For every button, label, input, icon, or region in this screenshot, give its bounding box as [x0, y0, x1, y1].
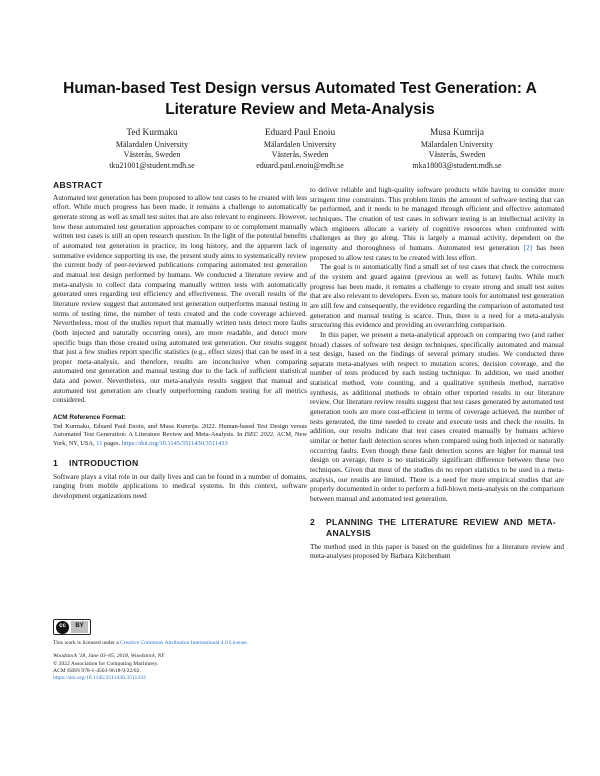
author-affiliation: Mälardalen University — [263, 139, 337, 149]
isbn-line: ACM ISBN 978-1-4503-9618-9/22/02. — [53, 667, 141, 674]
author-block-2 — [210, 127, 390, 172]
reference-citation: Ted Kurmaku, Eduard Paul Enoiu, and Musa Kumrija. 2022. Human-based Test Design versus Automated Test Generation: A Literature Review and Meta-Analysis. In — [53, 422, 307, 439]
author-affiliation: Mälardalen University — [115, 139, 189, 149]
author-location: Västerås, Sweden — [271, 150, 329, 160]
intro-p1-text: to deliver reliable and high-quality software products while having to consider more stringent time constraints. This problem limits the amount of software testing that can be performed, and it needs to be managed through efficient and effective automated techniques. The creation of test cases in software testing is an intellectual activity in which engineers allocate a variety of cognitive resources when confronted with challenges as they go along. This is largely a manual activity, dependent on the ingenuity and thoroughness of humans. Automated test generation — [310, 186, 564, 252]
conference-line: Woodstock '18, June 03–05, 2018, Woodstock, NY — [53, 653, 165, 660]
author-email[interactable]: eduard.paul.enoiu@mdh.se — [256, 161, 344, 171]
abstract-text: Automated test generation has been proposed to allow test cases to be created with less effort. While much progress has been made, it remains a challenge to automatically generate strong as well as small test suites that are also relevant to engineers. However, how these automated test generation approaches compare to or complement manually written test cases is still an open research question. In the light of the potential benefits of automated test generation in practice, its long history, and the apparent lack of summative evidence supporting its use, the present study aims to systematically review the current body of peer-reviewed publications comparing automated test generation and manual test design performed by humans. We conducted a literature review and meta-analysis to collect data comparing manually written tests with automatically generated ones regarding test efficiency and effectiveness. The overall results of the literature review suggest that automated test generation outperforms manual testing in terms of testing time, the number of tests created and the code coverage achieved. Nevertheless, most of the studies report that manually written tests detect more faults (both injected and naturally occurring ones), are more readable, and detect more specific bugs than those created using automated test generation. Our results suggest that just a few studies report specific statistics (e.g., effect sizes) that can be used in a proper meta-analysis, and therefore, results are inconclusive when comparing automated test generation and manual testing due to the lack of sufficient statistical data and power. Nevertheless, our meta-analysis results suggest that manual and automated test generation are clearly outperforming random testing for all metrics considered. — [53, 193, 307, 405]
author-email[interactable]: mka18003@student.mdh.se — [412, 161, 502, 171]
introduction-text-left: Software plays a vital role in our daily lives and can be found in a number of domains, ranging from mobile applications to medical systems. In this context, software development organizations need — [53, 472, 307, 500]
introduction-paragraph-3: In this paper, we present a meta-analytical approach on comparing two (and rather broad) classes of software test design techniques, specifically automated and manual test design, based on the findings of several primary studies. We conducted three separate meta-analyses with respect to mutation scores, decision coverage, and the number of tests produced by each testing technique. In addition, we used another statistical method, vote counting, and a qualitative synthesis method, narrative synthesis, as additional methods to obtain other reported results in our literature review. Our literature review results suggest that test cases generated by automated test generation tools are more cost-efficient in terms of coverage achieved, the number of tests generated, the time needed to create and execute tests and check the results. In addition, our results indicate that test cases created manually by humans achieve similar or better fault detection scores when compared using both injected or naturally occurring faults. Even though these fault detection scores are higher for manual test design on average, there is no statistically significant difference between these two techniques. Given that most of the studies do no report statistics to be used in a meta-analysis, our results are limited. There is a need for more empirical studies that are properly documented in order to perform a full-blown meta-analysis on the comparison between manual and automated test generation. — [310, 330, 564, 503]
license-link[interactable]: Creative Commons Attribution International 4.0 License. — [120, 640, 248, 646]
planning-text: The method used in this paper is based on the guidelines for a literature review and meta-analyses proposed by Barbara Kitchenham — [310, 542, 564, 561]
section-number: 2 — [310, 516, 316, 527]
reference-pages-link[interactable]: 11 — [96, 439, 103, 447]
introduction-paragraph-1 — [310, 186, 564, 263]
section-number: 1 — [53, 457, 59, 468]
reference-publisher: . ACM, New York, NY, USA, — [53, 431, 307, 447]
section-title: PLANNING THE LITERATURE REVIEW AND META-ANALYSIS — [326, 516, 556, 538]
cc-icon: cc — [56, 621, 69, 634]
introduction-heading — [53, 458, 307, 469]
author-email[interactable]: tku21001@student.mdh.se — [109, 161, 195, 171]
citation-link[interactable]: [2] — [523, 243, 533, 252]
copyright-line: © 2022 Association for Computing Machinery. — [53, 660, 159, 667]
author-name: Musa Kumrija — [430, 128, 484, 138]
left-column — [53, 181, 307, 502]
author-name: Eduard Paul Enoiu — [264, 128, 336, 138]
reference-format-text — [53, 423, 307, 449]
publication-info — [53, 653, 307, 682]
introduction-paragraph-2: The goal is to automatically find a small set of test cases that check the correctness of the system and guard against (previous as well as future) faults. While much progress has been made, it remains a challenge to create strong and small test suites that are also relevant to developers. Even so, mature tools for automated test generation are still few and consequently, the evidence regarding the comparison of automated test generation and manual testing is scarce. Thus, there is a need for a meta-analysis structuring this evidence and providing an overarching comparison. — [310, 263, 564, 330]
right-column — [310, 186, 564, 562]
paper-title: Human-based Test Design versus Automated Test Generation: A Literature Review and Meta-Analysis — [63, 80, 537, 118]
author-affiliation: Mälardalen University — [420, 139, 494, 149]
by-icon: BY — [71, 621, 88, 633]
publication-doi-link[interactable]: https://doi.org/10.1145/3511430.3511433 — [53, 675, 146, 682]
intro-p1-end: has been proposed to allow test cases to be created with less effort. — [310, 243, 564, 262]
reference-doi-link[interactable]: https://doi.org/10.1145/3511430.3511433 — [121, 439, 228, 447]
creative-commons-icon[interactable] — [53, 619, 91, 635]
reference-pages-suffix: pages. — [102, 439, 122, 447]
author-name: Ted Kurmaku — [126, 128, 178, 138]
author-location: Västerås, Sweden — [428, 150, 486, 160]
author-block-3 — [367, 127, 547, 172]
license-text — [53, 640, 307, 647]
reference-format-heading: ACM Reference Format: — [53, 414, 126, 422]
section-title: INTRODUCTION — [69, 457, 139, 468]
author-location: Västerås, Sweden — [123, 150, 181, 160]
reference-venue: ISEC 2022 — [244, 431, 274, 439]
abstract-heading: ABSTRACT — [53, 180, 103, 190]
license-prefix: This work is licensed under a — [53, 640, 121, 646]
license-footnote — [53, 619, 307, 682]
planning-heading — [310, 517, 564, 539]
